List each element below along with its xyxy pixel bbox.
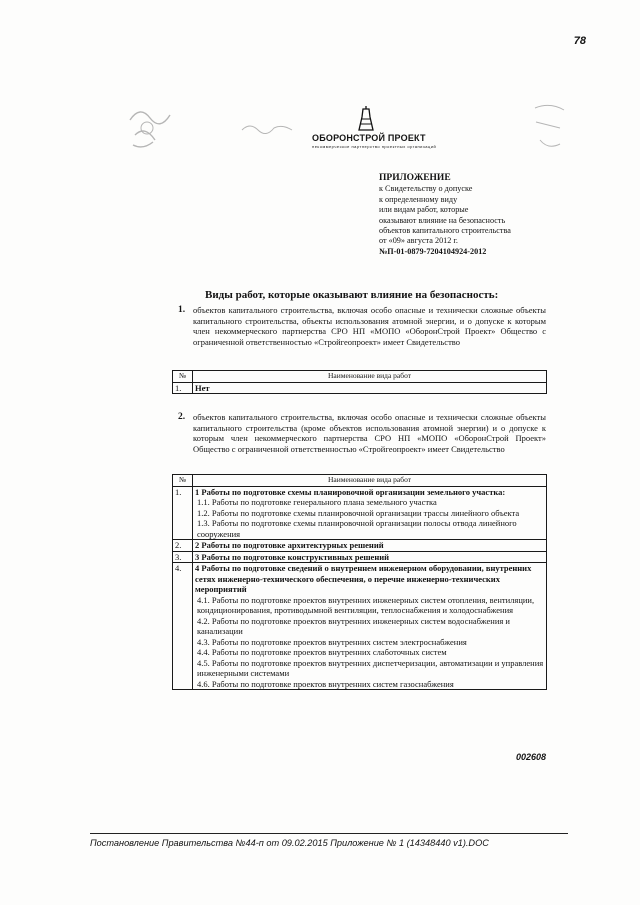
- stamp-smudge-left: [125, 100, 185, 155]
- table-row: [173, 563, 547, 690]
- certificate-number: №П-01-0879-7204104924-2012: [379, 246, 487, 256]
- page-number: 78: [573, 35, 586, 47]
- appendix-line: к Свидетельству о допуске: [379, 184, 473, 194]
- appendix-line: оказывают влияние на безопасность: [379, 215, 506, 225]
- row-number: 2.: [173, 540, 193, 552]
- table-row: [173, 486, 547, 540]
- table-row: [173, 551, 547, 563]
- sub-work-item: 4.6. Работы по подготовке проектов внутренних систем газоснабжения: [197, 678, 454, 689]
- row-number: 1.: [173, 486, 193, 540]
- stamp-smudge-right: [530, 100, 570, 160]
- row-work-name: 3 Работы по подготовке конструктивных решений: [193, 551, 547, 563]
- row-work-name: 1 Работы по подготовке схемы планировочной организации земельного участка:: [195, 486, 506, 497]
- appendix-title: ПРИЛОЖЕНИЕ: [379, 173, 451, 183]
- row-work-name: 4 Работы по подготовке сведений о внутреннем инженерном оборудовании, внутренних сетях инженерно-технического обеспечения, о перечне инженерно-технических мероприятий: [195, 563, 532, 594]
- work-types-table-2: [172, 474, 547, 690]
- organization-logo: [312, 105, 437, 155]
- row-work-cell: [193, 563, 547, 690]
- row-work-cell: [193, 486, 547, 540]
- footer-divider: [90, 833, 568, 834]
- section-2-paragraph: [178, 412, 546, 454]
- sub-work-item: 4.4. Работы по подготовке проектов внутренних слаботочных систем: [197, 647, 447, 657]
- logo-name: ОБОРОНСТРОЙ ПРОЕКТ: [312, 133, 426, 143]
- tower-icon: [357, 105, 375, 131]
- sub-work-item: 4.1. Работы по подготовке проектов внутренних инженерных систем отопления, вентиляции, кондиционирования, противодымной вентиляции, теплоснабжения и холодоснабжения: [197, 594, 535, 615]
- appendix-line: от «09» августа 2012 г.: [379, 236, 458, 246]
- table-row: [173, 540, 547, 552]
- section-1-paragraph: [178, 305, 546, 347]
- table-row: [173, 382, 547, 394]
- appendix-line: объектов капитального строительства: [379, 226, 511, 236]
- sub-work-item: 1.2. Работы по подготовке схемы планировочной организации трассы линейного объекта: [197, 507, 520, 518]
- appendix-line: или видам работ, которые: [379, 205, 469, 215]
- row-work-name: Нет: [193, 382, 547, 394]
- header-work-name: Наименование вида работ: [193, 371, 547, 383]
- row-work-name: 2 Работы по подготовке архитектурных решений: [193, 540, 547, 552]
- section-1-number: 1.: [178, 305, 186, 315]
- sub-work-item: 1.3. Работы по подготовке схемы планировочной организации полосы отвода линейного сооружения: [197, 518, 517, 539]
- appendix-line: к определенному виду: [379, 194, 458, 204]
- serial-number: 002608: [516, 752, 547, 762]
- row-number: 3.: [173, 551, 193, 563]
- row-number: 4.: [173, 563, 193, 690]
- logo-tagline: некоммерческое партнерство проектных организаций: [312, 144, 437, 149]
- section-1-text: объектов капитального строительства, включая особо опасные и технически сложные объекты капитального строительства, объекты использования атомной энергии, и о допуске к которым член некоммерческого партнерства СРО НП «МОПО «ОборонСтрой Проект» Общество с ограниченной ответственностью «Стройгеопроект» имеет Свидетельство: [193, 305, 546, 347]
- section-2-text: объектов капитального строительства, включая особо опасные и технически сложные объекты капитального строительства (кроме объектов использования атомной энергии) и о допуске к которым член некоммерческого партнерства СРО НП «МОПО «ОборонСтрой Проект» Общество с ограниченной ответственностью «Стройгеопроект» имеет Свидетельство: [193, 412, 546, 454]
- table-header-row: [173, 371, 547, 383]
- section-heading: Виды работ, которые оказывают влияние на безопасность:: [205, 289, 499, 301]
- sub-work-item: 4.5. Работы по подготовке проектов внутренних диспетчеризации, автоматизации и управления инженерными системами: [197, 657, 544, 678]
- row-number: 1.: [173, 382, 193, 394]
- header-number: №: [173, 475, 193, 487]
- work-types-table-1: [172, 370, 547, 394]
- sub-work-item: 4.3. Работы по подготовке проектов внутренних систем электроснабжения: [197, 636, 467, 647]
- sub-work-item: 1.1. Работы по подготовке генерального плана земельного участка: [197, 497, 437, 507]
- table-header-row: [173, 475, 547, 487]
- footer-text: Постановление Правительства №44-п от 09.02.2015 Приложение № 1 (14348440 v1).DOC: [90, 838, 489, 848]
- stamp-smudge-middle: [240, 118, 300, 138]
- header-number: №: [173, 371, 193, 383]
- appendix-block: [379, 173, 559, 257]
- sub-work-item: 4.2. Работы по подготовке проектов внутренних инженерных систем водоснабжения и канализации: [197, 615, 510, 636]
- section-2-number: 2.: [178, 412, 186, 422]
- header-work-name: Наименование вида работ: [193, 475, 547, 487]
